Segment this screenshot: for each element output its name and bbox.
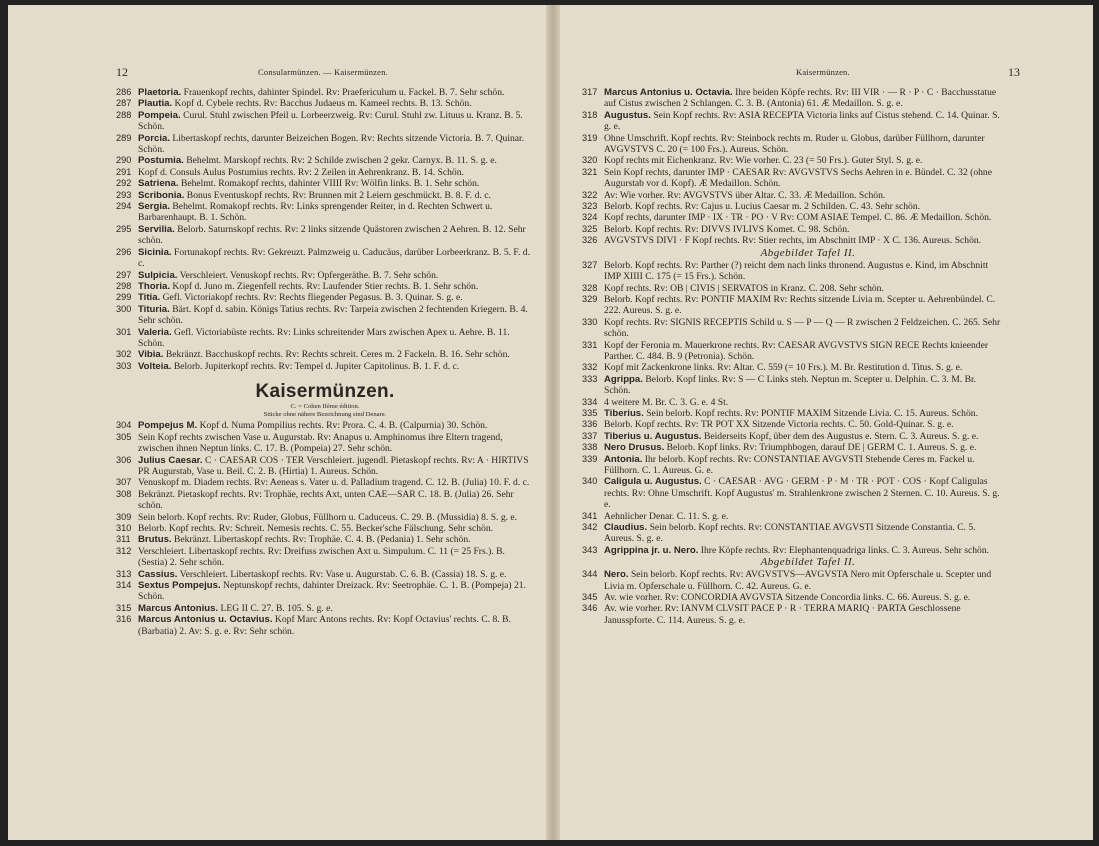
entry-number: 317: [582, 87, 598, 97]
entry-text: Ihre Köpfe rechts. Rv: Elephantenquadriga links. C. 3. Aureus. Sehr schön.: [700, 544, 990, 556]
catalog-entry: [582, 522, 1004, 545]
catalog-entry: [582, 201, 1004, 212]
entry-number: 312: [116, 545, 132, 556]
catalog-entry: [116, 178, 534, 189]
entry-text: Frauenkopf rechts, dahinter Spindel. Rv: Praefericulum u. Fackel. B. 7. Sehr schön.: [183, 87, 505, 98]
entry-name: Augustus.: [604, 109, 651, 121]
catalog-entry: [582, 212, 1004, 223]
entry-name: Sergia.: [138, 201, 170, 213]
entry-text: Curul. Stuhl zwischen Pfeil u. Lorbeerzweig. Rv: Curul. Stuhl zw. Lituus u. Kranz. B. 5. Schön.: [138, 109, 523, 133]
running-head: Kaisermünzen.: [796, 67, 850, 77]
catalog-entry: [116, 477, 534, 488]
catalog-entry: [116, 270, 534, 281]
entry-number: 308: [116, 488, 132, 499]
entry-number: 299: [116, 292, 132, 303]
entry-number: 301: [116, 326, 132, 337]
entry-number: 293: [116, 189, 132, 200]
entry-number: 296: [116, 246, 132, 257]
entry-number: 292: [116, 178, 132, 189]
catalog-entry: [582, 408, 1004, 419]
entry-number: 333: [582, 373, 598, 384]
catalog-entry: [116, 546, 534, 569]
entry-number: 318: [582, 109, 598, 120]
entry-number: 327: [582, 259, 598, 270]
entry-number: 300: [116, 303, 132, 314]
entry-name: Agrippina jr. u. Nero.: [604, 544, 699, 556]
entry-number: 291: [116, 166, 132, 177]
entry-name: Plautia.: [138, 98, 173, 110]
entry-number: 330: [582, 316, 598, 327]
entry-name: Agrippa.: [604, 373, 643, 385]
catalog-entry: [582, 362, 1004, 373]
entry-number: 331: [582, 339, 598, 350]
entry-number: 316: [116, 614, 132, 625]
entry-text: Belorb. Saturnskopf rechts. Rv: 2 links sitzende Quästoren zwischen 2 Aehren. B. 12. Sehr schön.: [138, 223, 526, 247]
entry-number: 310: [116, 523, 132, 533]
entry-text: Belorb. Kopf rechts. Rv: Schreit. Nemesis rechts. C. 55. Becker'sche Fälschung. Sehr schön.: [138, 523, 494, 534]
catalog-entry: [582, 235, 1004, 246]
entry-name: Nero Drusus.: [604, 442, 665, 454]
entry-text: Ihr belorb. Kopf rechts. Rv: CONSTANTIAE AVGVSTI Stehende Ceres m. Fackel u. Füllhorn. C. 1. Aureus. G. e.: [604, 453, 975, 476]
entry-number: 340: [582, 476, 598, 487]
catalog-entry: [582, 224, 1004, 235]
entry-number: 288: [116, 109, 132, 120]
entry-name: Titia.: [138, 292, 161, 304]
entry-number: 305: [116, 431, 132, 442]
entry-name: Titurіa.: [138, 303, 170, 315]
entry-number: 341: [582, 510, 598, 521]
entry-number: 320: [582, 155, 598, 166]
catalog-entry: [116, 224, 534, 247]
entry-list: [116, 87, 534, 372]
entry-name: Cassius.: [138, 568, 178, 580]
catalog-entry: [582, 569, 1004, 592]
catalog-entry: [116, 489, 534, 512]
entry-text: Sein belorb. Kopf rechts. Rv: Ruder, Globus, Füllhorn u. Caduceus. C. 29. B. (Mussidia) 8. S. g. e.: [138, 511, 518, 523]
entry-number: 307: [116, 477, 132, 488]
entry-number: 289: [116, 132, 132, 143]
entry-text: Fortunakopf rechts. Rv: Gekreuzt. Palmzweig u. Caducäus, darüber Lorbeerkranz. B. 5. F. d. c.: [138, 246, 530, 270]
catalog-entry: [116, 304, 534, 327]
catalog-entry: [582, 110, 1004, 133]
entry-number: 323: [582, 201, 598, 212]
entry-number: 315: [116, 602, 132, 613]
entry-number: 313: [116, 568, 132, 579]
entry-text: C · CAESAR COS · TER Verschleiert. jugendl. Pietaskopf rechts. Rv: A · HIRTIVS PR Augurstab, Vase u. Beil. C. 2. B. (Hirtia) 1. Aureus. Schön.: [138, 454, 529, 477]
entry-text: Kopf mit Zackenkrone links. Rv: Altar. C. 559 (= 10 Frs.). M. Br. Restitution d. Titus. S. g. e.: [604, 362, 963, 374]
entry-number: 334: [582, 396, 598, 407]
entry-text: Kopf rechts, darunter IMP · IX · TR · PO · V Rv: COM ASIAE Tempel. C. 86. Æ Medaillon. Schön.: [604, 212, 992, 224]
entry-number: 298: [116, 280, 132, 291]
catalog-entry: [582, 283, 1004, 294]
entry-name: Tiberius.: [604, 407, 644, 419]
entry-text: Belorb. Jupiterkopf rechts. Rv: Tempel d. Jupiter Capitolinus. B. 1. F. d. c.: [173, 360, 460, 372]
entry-text: Kopf der Feronia m. Mauerkrone rechts. Rv: CAESAR AVGVSTVS SIGN RECE Rechts knieender Parther. C. 484. B. 9 (Petronia). Schön.: [604, 339, 989, 362]
catalog-entries: [116, 87, 534, 637]
catalog-entry: [116, 349, 534, 360]
entry-text: Kopf Marc Antons rechts. Rv: Kopf Octavius' rechts. C. 8. B. (Barbatia) 2. Av: S. g. e. Rv: Sehr schön.: [138, 614, 511, 637]
entry-text: Av. wie vorher. Rv: CONCORDIA AVGVSTA Sitzende Concordia links. C. 66. Aureus. S. g. e.: [604, 592, 971, 604]
catalog-entry: [116, 201, 534, 224]
catalog-entry: [116, 327, 534, 350]
catalog-entries: [582, 87, 1004, 626]
catalog-entry: [582, 294, 1004, 317]
entry-number: 319: [582, 132, 598, 143]
entry-text: Sein belorb. Kopf rechts. Rv: PONTIF MAXIM Sitzende Livia. C. 15. Aureus. Schön.: [646, 407, 978, 419]
entry-text: Behelmt. Romakopf rechts. Rv: Links sprengender Reiter, in d. Rechten Schwert u. Barbarenhaupt. B. 1. Schön.: [138, 201, 493, 224]
catalog-entry: [116, 455, 534, 478]
entry-name: Sextus Pompejus.: [138, 580, 221, 592]
catalog-entry: [116, 98, 534, 109]
entry-text: Neptunskopf rechts, dahinter Dreizack. Rv: Seetrophäe. C. 1. B. (Pompeja) 21. Schön.: [138, 580, 526, 603]
catalog-entry: [116, 87, 534, 98]
entry-number: 306: [116, 454, 132, 465]
plate-reference: Abgebildet Tafel II.: [760, 556, 856, 569]
entry-text: Kopf d. Juno m. Ziegenfell rechts. Rv: Laufender Stier rechts. B. 1. Sehr schön.: [172, 280, 479, 292]
entry-text: Bekränzt. Pietaskopf rechts. Rv: Trophäe, rechts Axt, unten CAE—SAR C. 18. B. (Julia) 26. Sehr schön.: [138, 488, 514, 512]
entry-text: Venuskopf m. Diadem rechts. Rv: Aeneas s. Vater u. d. Palladium tragend. C. 12. B. (Julia) 10. F. d. c.: [138, 477, 530, 489]
catalog-entry: [582, 317, 1004, 340]
left-page: [8, 5, 546, 840]
catalog-entry: [582, 340, 1004, 363]
entry-number: 326: [582, 235, 598, 246]
catalog-entry: [582, 603, 1004, 626]
entry-text: Sein Kopf rechts. Rv: ASIA RECEPTA Victoria links auf Cistus stehend. C. 14. Quinar. S. g. e.: [604, 109, 1000, 133]
entry-text: Beiderseits Kopf, über dem des Augustus e. Stern. C. 3. Aureus. S. g. e.: [703, 430, 979, 442]
entry-name: Marcus Antonius.: [138, 602, 219, 614]
entry-list: [582, 260, 1004, 557]
entry-text: Av: Wie vorher. Rv: AVGVSTVS über Altar. C. 33. Æ Medaillon. Schön.: [604, 189, 886, 201]
entry-name: Postumia.: [138, 155, 184, 167]
entry-number: 324: [582, 212, 598, 223]
entry-number: 295: [116, 223, 132, 234]
entry-text: Ohne Umschrift. Kopf rechts. Rv: Steinbock rechts m. Ruder u. Globus, darüber Füllhorn, darunter AVGVSTVS C. 20 (= 100 Frs.). Aureus. Schön.: [604, 132, 985, 156]
catalog-entry: [582, 260, 1004, 283]
entry-text: Bekränzt. Bacchuskopf rechts. Rv: Rechts schreit. Ceres m. 2 Fackeln. B. 16. Sehr schön.: [165, 349, 510, 361]
entry-name: Sicinia.: [138, 246, 172, 258]
catalog-entry: [582, 454, 1004, 477]
entry-number: 304: [116, 420, 132, 431]
catalog-entry: [116, 155, 534, 166]
entry-text: Belorb. Kopf rechts. Rv: DIVVS IVLIVS Komet. C. 98. Schön.: [604, 223, 850, 235]
entry-text: Gefl. Victoriakopf rechts. Rv: Rechts fliegender Pegasus. B. 3. Quinar. S. g. e.: [162, 292, 463, 304]
entry-number: 339: [582, 453, 598, 464]
catalog-entry: [116, 534, 534, 545]
entry-name: Julius Caesar.: [138, 454, 203, 466]
entry-text: Kopf rechts. Rv: OB | CIVIS | SERVATOS in Kranz. C. 208. Sehr schön.: [604, 282, 884, 294]
entry-name: Valeria.: [138, 326, 172, 338]
catalog-entry: [582, 592, 1004, 603]
catalog-entry: [582, 190, 1004, 201]
entry-text: Gefl. Victoriabüste rechts. Rv: Links schreitender Mars zwischen Apex u. Aehre. B. 11. Schön.: [138, 326, 510, 349]
section-heading: [116, 381, 534, 418]
catalog-entry: [582, 155, 1004, 166]
entry-name: Volteia.: [138, 360, 172, 372]
catalog-entry: [582, 87, 1004, 110]
entry-number: 337: [582, 430, 598, 441]
entry-number: 286: [116, 87, 132, 97]
entry-text: Bärt. Kopf d. sabin. Königs Tatius rechts. Rv: Tarpeia zwischen 2 fechtenden Kriegern. B. 4. Sehr schön.: [138, 303, 528, 327]
entry-text: Kopf rechts. Rv: SIGNIS RECEPTIS Schild u. S — P — Q — R zwischen 2 Feldzeichen. C. 265. Sehr schön.: [604, 316, 1001, 340]
section-note: Stücke ohne nähere Bezeichnung sind Denare.: [263, 410, 387, 418]
entry-text: AVGVSTVS DIVI · F Kopf rechts. Rv: Stier rechts, im Abschnitt IMP · X C. 136. Aureus. Schön.: [604, 235, 982, 247]
entry-name: Claudius.: [604, 522, 648, 534]
entry-text: Kopf d. Cybele rechts. Rv: Bacchus Judaeus m. Kameel rechts. B. 13. Schön.: [174, 98, 472, 110]
entry-number: 344: [582, 569, 598, 580]
entry-text: Av. wie vorher. Rv: IANVM CLVSIT PACE P · R · TERRA MARIQ · PARTA Geschlossene Janusspforte. C. 114. Aureus. S. g. e.: [604, 603, 961, 626]
entry-text: Belorb. Kopf rechts. Rv: Parther (?) reicht dem nach links thronend. Augustus e. Kind, im Abschnitt IMP XIIII C. 175 (= 15 Frs.). Schön.: [604, 259, 989, 283]
entry-text: Sein Kopf rechts zwischen Vase u. Augurstab. Rv: Anapus u. Amphinomus ihre Eltern tragend, zwischen ihnen Neptun links. C. 17. B. (Pompeia) 27. Sehr schön.: [138, 431, 503, 455]
entry-list: [116, 420, 534, 637]
catalog-entry: [116, 432, 534, 455]
entry-name: Vibia.: [138, 349, 164, 361]
catalog-entry: [582, 419, 1004, 430]
entry-text: Belorb. Kopf links. Rv: Triumphbogen, darauf DE | GERM C. 1. Aureus. S. g. e.: [666, 442, 977, 454]
catalog-entry: [582, 167, 1004, 190]
entry-text: Verschleiert. Libertaskopf rechts. Rv: Dreifuss zwischen Axt u. Simpulum. C. 11 (= 25 Frs.). B. (Sestia) 2. Sehr schön.: [138, 545, 505, 569]
catalog-entry: [116, 167, 534, 178]
entry-number: 335: [582, 407, 598, 418]
entry-number: 325: [582, 223, 598, 234]
catalog-entry: [116, 603, 534, 614]
catalog-entry: [116, 569, 534, 580]
entry-name: Marcus Antonius u. Octavius.: [138, 614, 273, 626]
entry-text: Bekränzt. Libertaskopf rechts. Rv: Trophäe. C. 4. B. (Pedania) 1. Sehr schön.: [173, 534, 471, 546]
catalog-entry: [116, 292, 534, 303]
plate-reference: Abgebildet Tafel II.: [760, 246, 856, 259]
entry-number: 287: [116, 98, 132, 109]
catalog-entry: [582, 397, 1004, 408]
catalog-entry: [116, 512, 534, 523]
entry-list: [582, 569, 1004, 626]
entry-text: Bonus Eventuskopf rechts. Rv: Brunnen mit 2 Leiern geschmückt. B. 8. F. d. c.: [186, 189, 491, 201]
book-gutter: [546, 5, 560, 840]
entry-text: Kopf rechts mit Eichenkranz. Rv: Wie vorher. C. 23 (= 50 Frs.). Guter Styl. S. g. e.: [604, 155, 923, 167]
entry-name: Pompejus M.: [138, 420, 198, 432]
entry-number: 303: [116, 360, 132, 371]
entry-text: LEG II C. 27. B. 105. S. g. e.: [220, 602, 333, 614]
entry-list: [582, 87, 1004, 247]
entry-number: 343: [582, 544, 598, 555]
entry-text: Behelmt. Romakopf rechts, dahinter VIIII Rv: Wölfin links. B. 1. Sehr schön.: [180, 178, 480, 190]
entry-text: C · CAESAR · AVG · GERM · P · M · TR · POT · COS · Kopf Caligulas rechts. Rv: Ohne Umschrift. Kopf Augustus' m. Strahlenkrone zwischen 2 Sternen. C. 10. Aureus. S. g. e.: [604, 476, 1000, 511]
entry-number: 321: [582, 166, 598, 177]
catalog-entry: [582, 374, 1004, 397]
entry-name: Thoria.: [138, 280, 170, 292]
entry-text: 4 weitere M. Br. C. 3. G. e. 4 St.: [604, 396, 729, 408]
entry-text: Aehnlicher Denar. C. 11. S. g. e.: [604, 510, 729, 522]
entry-number: 294: [116, 201, 132, 212]
entry-number: 328: [582, 282, 598, 293]
entry-name: Tiberius u. Augustus.: [604, 430, 702, 442]
entry-name: Pompeia.: [138, 109, 181, 121]
entry-text: Belorb. Kopf rechts. Rv: PONTIF MAXIM Rv: Rechts sitzende Livia m. Scepter u. Aehrenbündel. C. 222. Aureus. S. g. e.: [604, 293, 996, 317]
entry-number: 322: [582, 189, 598, 200]
catalog-entry: [582, 511, 1004, 522]
entry-text: Sein belorb. Kopf rechts. Rv: CONSTANTIAE AVGVSTI Sitzende Constantia. C. 5. Aureus. S. g. e.: [604, 522, 976, 545]
entry-name: Porcia.: [138, 132, 170, 144]
catalog-entry: [116, 420, 534, 431]
entry-number: 346: [582, 603, 598, 614]
entry-name: Antonia.: [604, 453, 643, 465]
entry-name: Sulpicia.: [138, 269, 178, 281]
entry-name: Nero.: [604, 569, 629, 581]
book-spread: [8, 5, 1093, 840]
catalog-entry: [116, 281, 534, 292]
entry-name: Servilia.: [138, 223, 175, 235]
entry-number: 297: [116, 269, 132, 280]
entry-text: Behelmt. Marskopf rechts. Rv: 2 Schilde zwischen 2 gekr. Carnyx. B. 11. S. g. e.: [186, 155, 497, 167]
entry-number: 309: [116, 511, 132, 522]
entry-number: 311: [116, 534, 131, 545]
entry-name: Scribonia.: [138, 189, 185, 201]
entry-number: 338: [582, 442, 598, 453]
catalog-entry: [582, 545, 1004, 556]
catalog-entry: [116, 133, 534, 156]
page-number: 13: [1008, 65, 1020, 79]
entry-text: Kopf d. Consuls Aulus Postumius rechts. Rv: 2 Zeilen in Aehrenkranz. B. 14. Schön.: [138, 166, 464, 178]
entry-number: 332: [582, 362, 598, 373]
entry-number: 345: [582, 592, 598, 603]
catalog-entry: [116, 361, 534, 372]
entry-text: Verschleiert. Libertaskopf rechts. Rv: Vase u. Augurstab. C. 6. B. (Cassia) 18. S. g. e.: [179, 568, 507, 580]
entry-name: Marcus Antonius u. Octavia.: [604, 87, 733, 98]
section-title: Kaisermünzen.: [255, 381, 395, 403]
page-number: 12: [116, 65, 128, 79]
catalog-entry: [582, 431, 1004, 442]
entry-text: Kopf d. Numa Pompilius rechts. Rv: Prora. C. 4. B. (Calpurnia) 30. Schön.: [199, 420, 488, 432]
entry-text: Sein Kopf rechts, darunter IMP · CAESAR Rv: AVGVSTVS Sechs Aehren in e. Bündel. C. 32 (ohne Augurstab vor d. Kopf). Æ Medaillon. Schön.: [604, 166, 992, 190]
entry-text: Libertaskopf rechts, darunter Beizeichen Bogen. Rv: Rechts sitzende Victoria. B. 7. Quinar. Schön.: [138, 132, 525, 156]
catalog-entry: [116, 190, 534, 201]
section-note: C. = Cohen IIème édition.: [290, 403, 360, 411]
entry-text: Belorb. Kopf links. Rv: S — C Links steh. Neptun m. Scepter u. Delphin. C. 3. M. Br. Schön.: [604, 373, 977, 397]
right-page: [560, 5, 1093, 840]
entry-text: Belorb. Kopf rechts. Rv: TR POT XX Sitzende Victoria rechts. C. 50. Gold-Quinar. S. g. e.: [604, 419, 954, 431]
entry-number: 302: [116, 349, 132, 360]
entry-name: Satrienа.: [138, 178, 179, 190]
catalog-entry: [582, 442, 1004, 453]
catalog-entry: [582, 133, 1004, 156]
catalog-entry: [116, 247, 534, 270]
entry-name: Caligula u. Augustus.: [604, 476, 702, 488]
catalog-entry: [582, 476, 1004, 510]
entry-name: Plaetoria.: [138, 87, 182, 98]
entry-number: 342: [582, 522, 598, 533]
catalog-entry: [116, 523, 534, 534]
entry-text: Verschleiert. Venuskopf rechts. Rv: Opfergeräthe. B. 7. Sehr schön.: [179, 269, 439, 281]
entry-number: 290: [116, 155, 132, 166]
entry-text: Belorb. Kopf rechts. Rv: Cajus u. Lucius Caesar m. 2 Schilden. C. 43. Sehr schön.: [604, 201, 921, 213]
catalog-entry: [116, 614, 534, 637]
entry-text: Sein belorb. Kopf rechts. Rv: AVGVSTVS—AVGVSTA Nero mit Opferschale u. Scepter und Livia m. Opferschale u. Füllhorn. C. 42. Aureus. G. e.: [604, 569, 992, 592]
catalog-entry: [116, 580, 534, 603]
entry-text: Ihre beiden Köpfe rechts. Rv: III VIR · — R · P · C · Bacchusstatue auf Cistus zwischen 2 Schlangen. C. 3. B. (Antonia) 61. Æ Medaillon. S. g. e.: [604, 87, 997, 110]
catalog-entry: [116, 110, 534, 133]
entry-number: 314: [116, 580, 132, 591]
entry-name: Brutus.: [138, 534, 172, 546]
running-head: Consularmünzen. — Kaisermünzen.: [258, 67, 388, 77]
entry-number: 336: [582, 419, 598, 430]
entry-number: 329: [582, 293, 598, 304]
